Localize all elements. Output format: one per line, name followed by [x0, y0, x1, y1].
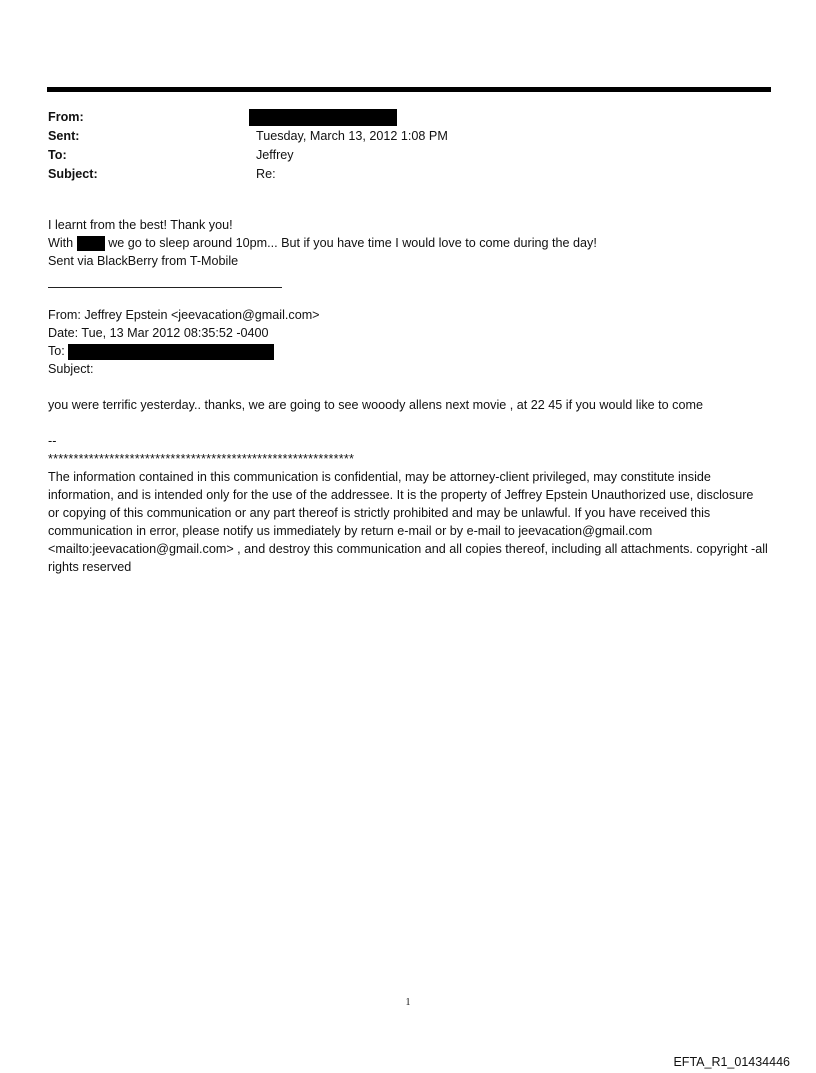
header-rule	[47, 87, 771, 92]
quoted-to-label: To:	[48, 344, 65, 358]
subject-value: Re:	[256, 166, 276, 181]
sent-value: Tuesday, March 13, 2012 1:08 PM	[256, 128, 448, 143]
reply-line-1: I learnt from the best! Thank you!	[48, 218, 233, 232]
quoted-from-line: From: Jeffrey Epstein <jeevacation@gmail.com>	[48, 308, 320, 322]
signature-dashes: --	[48, 434, 57, 448]
sent-row	[48, 126, 748, 145]
quoted-subject-line: Subject:	[48, 362, 94, 376]
reply-line-3: Sent via BlackBerry from T-Mobile	[48, 254, 239, 268]
from-value	[256, 107, 748, 125]
subject-row	[48, 164, 748, 183]
email-header	[48, 107, 748, 183]
reply-line-2-rest: we go to sleep around 10pm... But if you have time I would love to come during the day!	[108, 236, 597, 250]
to-value: Jeffrey	[256, 147, 294, 162]
confidentiality-disclaimer: The information contained in this communication is confidential, may be attorney-client privileged, may constitute inside information, and is intended only for the use of the addressee. It is the property of Jeffrey Epstein Unauthorized use, disclosure or copying of this communication or any part thereof is strictly prohibited and may be unlawful. If you have received this communication in error, please notify us immediately by return e-mail or by e-mail to jeevacation@gmail.com <mailto:jeevacation@gmail.com> , and destroy this communication and all copies thereof, including all attachments. copyright -all rights reserved	[48, 470, 768, 574]
signature-stars: ************************************************************	[48, 452, 355, 466]
redaction-box	[77, 236, 105, 251]
reply-body	[48, 216, 768, 270]
quoted-to-line	[48, 342, 768, 360]
quoted-header	[48, 306, 768, 378]
to-label: To:	[48, 147, 67, 162]
page-number: 1	[405, 997, 411, 1008]
reply-separator	[48, 287, 282, 288]
subject-label: Subject:	[48, 166, 98, 181]
quoted-date-line: Date: Tue, 13 Mar 2012 08:35:52 -0400	[48, 326, 269, 340]
from-row	[48, 107, 748, 126]
document-id: EFTA_R1_01434446	[673, 1055, 790, 1069]
redaction-box	[68, 344, 274, 360]
signature-block	[48, 432, 768, 576]
reply-line-2	[48, 234, 768, 252]
message-body: you were terrific yesterday.. thanks, we are going to see wooody allens next movie , at 22 45 if you would like to come	[48, 398, 703, 412]
from-label: From:	[48, 109, 84, 124]
sent-label: Sent:	[48, 128, 80, 143]
reply-line-2-prefix: With	[48, 236, 74, 250]
redaction-box	[249, 109, 397, 126]
to-row	[48, 145, 748, 164]
